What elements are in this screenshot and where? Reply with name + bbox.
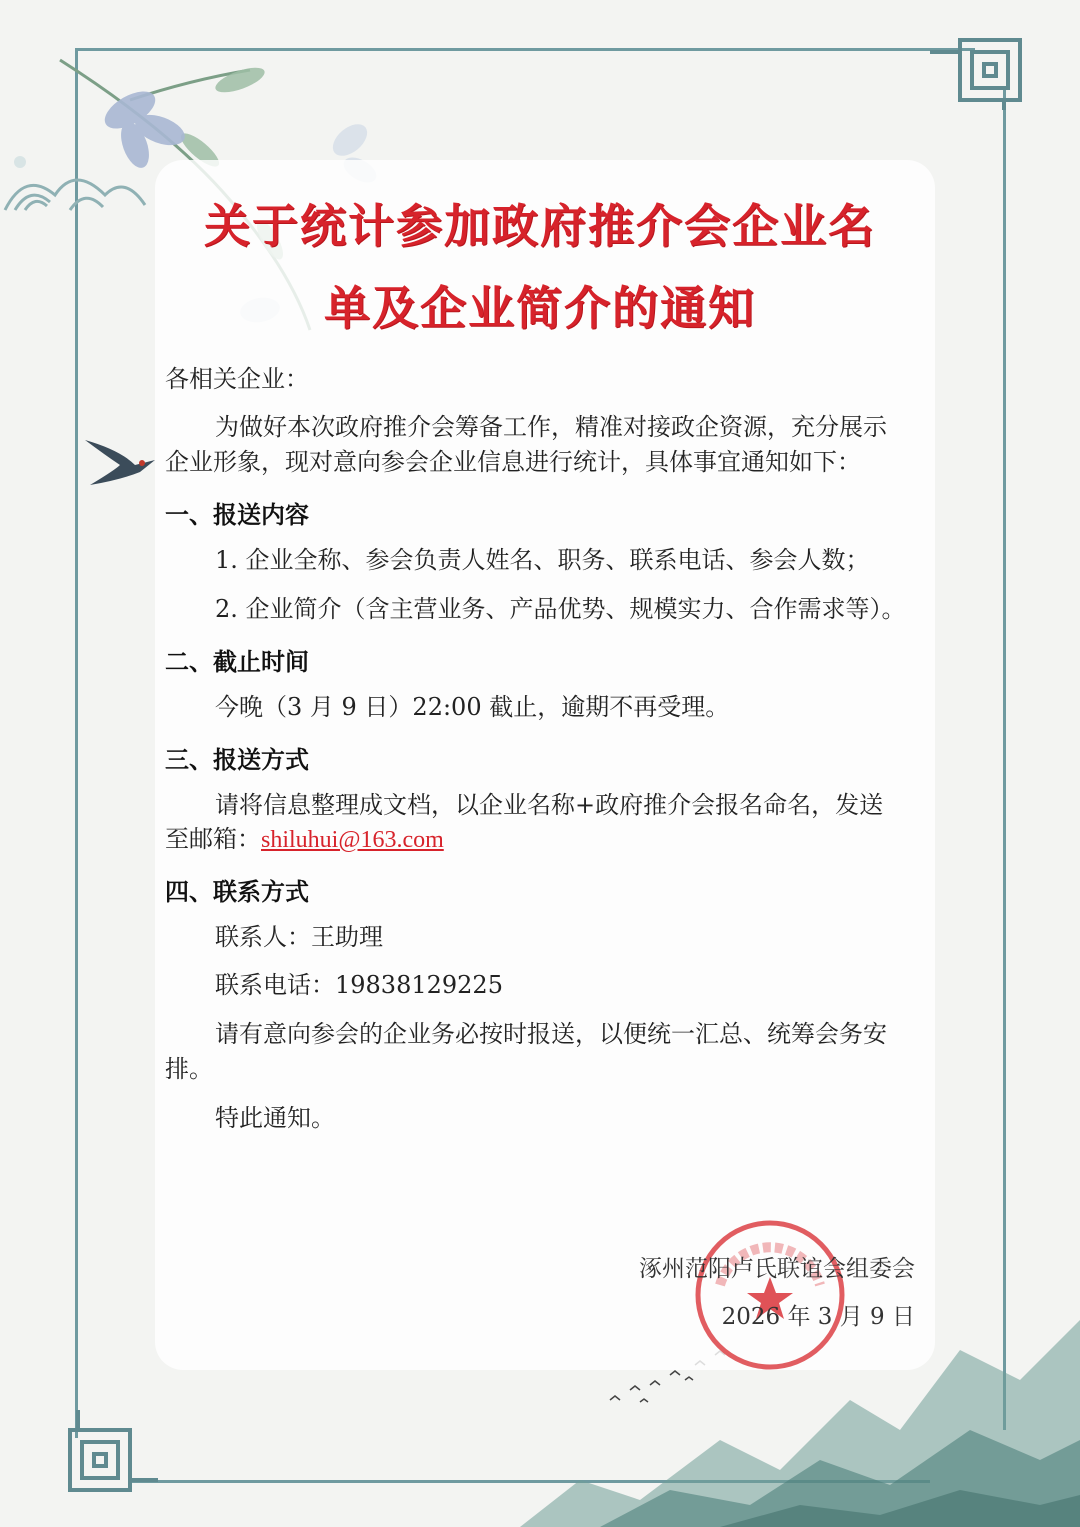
signature-date: 2026 年 3 月 9 日 <box>721 1304 915 1330</box>
corner-fret-pattern-top-right <box>930 30 1030 110</box>
notice-title-line-2: 单及企业简介的通知 <box>324 281 756 335</box>
section-heading-content: 一、报送内容 <box>165 501 309 529</box>
contact-person: 联系人：王助理 <box>215 923 383 951</box>
method-line-2 <box>165 822 444 857</box>
section-content-item-1: 1. 企业全称、参会负责人姓名、职务、联系电话、参会人数； <box>215 546 870 574</box>
notice-title-line-1: 关于统计参加政府推介会企业名 <box>204 199 876 253</box>
corner-fret-pattern-bottom-left <box>60 1410 160 1510</box>
official-seal-icon <box>690 1215 850 1375</box>
contact-phone: 联系电话：19838129225 <box>215 971 503 999</box>
swallow-bird-icon <box>80 430 160 490</box>
section-heading-contact: 四、联系方式 <box>165 878 309 906</box>
closing-final: 特此通知。 <box>215 1104 335 1132</box>
section-heading-deadline: 二、截止时间 <box>165 648 309 676</box>
signature-organization: 涿州范阳卢氏联谊会组委会 <box>639 1256 915 1282</box>
closing-line-1: 请有意向参会的企业务必按时报送，以便统一汇总、统筹会务安 <box>215 1020 887 1048</box>
closing-line-2: 排。 <box>165 1055 213 1083</box>
email-label: 至邮箱： <box>165 825 261 853</box>
method-line-1: 请将信息整理成文档，以企业名称+政府推介会报名命名，发送 <box>215 791 884 819</box>
salutation: 各相关企业： <box>165 365 309 393</box>
deadline-text: 今晚（3 月 9 日）22:00 截止，逾期不再受理。 <box>215 693 730 721</box>
intro-line-1: 为做好本次政府推介会筹备工作，精准对接政企资源，充分展示 <box>215 413 887 441</box>
section-heading-method: 三、报送方式 <box>165 746 309 774</box>
email-link[interactable]: shiluhui@163.com <box>261 827 444 853</box>
frame-right-border <box>1003 90 1006 1430</box>
intro-line-2: 企业形象，现对意向参会企业信息进行统计，具体事宜通知如下： <box>165 448 861 476</box>
section-content-item-2: 2. 企业简介（含主营业务、产品优势、规模实力、合作需求等）。 <box>215 595 906 623</box>
